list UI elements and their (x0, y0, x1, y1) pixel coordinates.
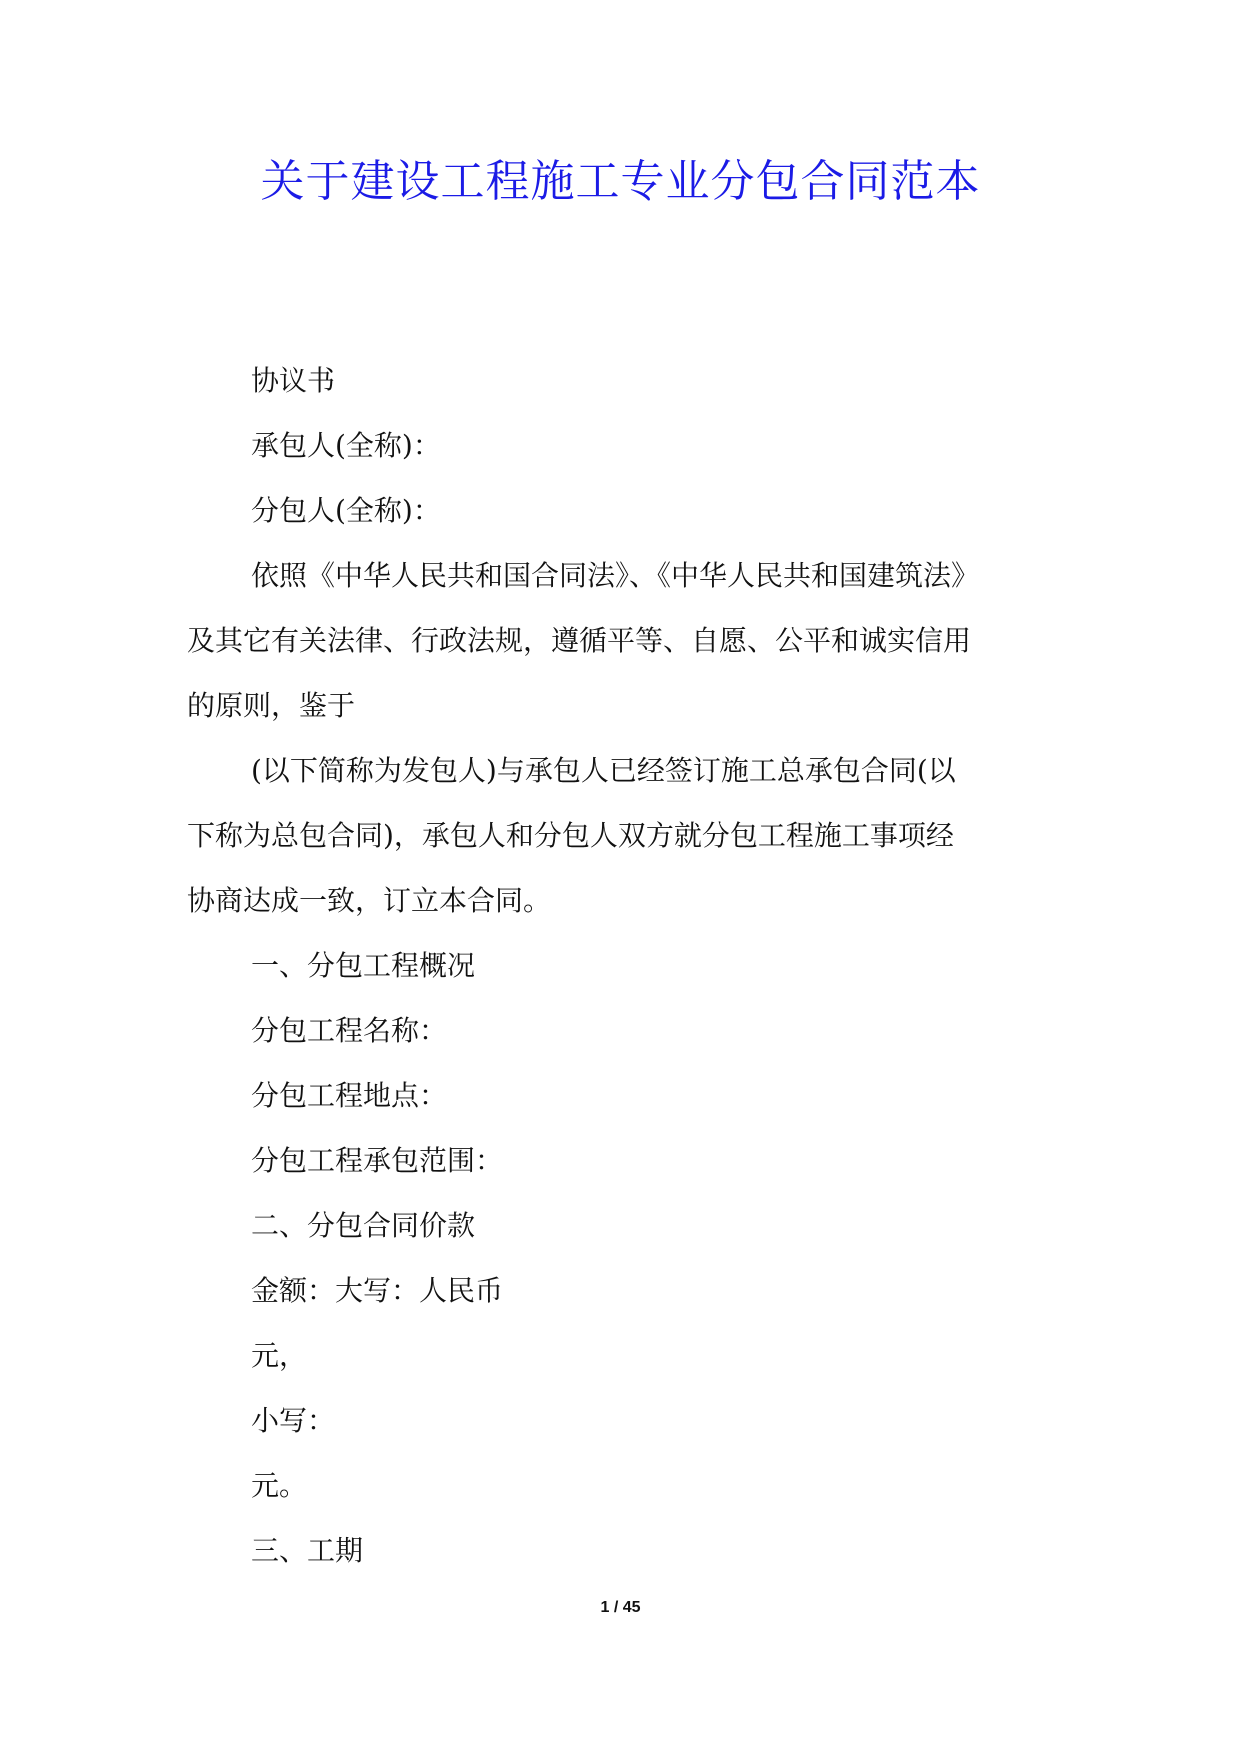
page-number: 1 / 45 (600, 1599, 641, 1616)
section-heading-price: 二、分包合同价款 (251, 1209, 476, 1242)
paragraph-heading-agreement: 协议书 (251, 364, 336, 397)
paragraph-line: 及其它有关法律、行政法规，遵循平等、自愿、公平和诚实信用 (187, 624, 972, 657)
field-project-location: 分包工程地点： (251, 1079, 448, 1112)
paragraph-line: 依照《中华人民共和国合同法》、《中华人民共和国建筑法》 (251, 559, 980, 592)
field-amount-lowercase: 小写： (251, 1404, 336, 1437)
paragraph-line: 下称为总包合同)，承包人和分包人双方就分包工程施工事项经 (187, 819, 954, 852)
document-title: 关于建设工程施工专业分包合同范本 (260, 156, 981, 207)
section-heading-duration: 三、工期 (251, 1534, 364, 1567)
field-amount-unit: 元， (251, 1339, 308, 1372)
field-project-name: 分包工程名称： (251, 1014, 448, 1047)
subcontractor-name-line: 分包人(全称)： (251, 494, 441, 527)
contractor-name-line: 承包人(全称)： (251, 429, 441, 462)
document-body (187, 348, 1057, 1583)
paragraph-line: 的原则，鉴于 (187, 689, 356, 722)
field-project-scope: 分包工程承包范围： (251, 1144, 504, 1177)
section-heading-overview: 一、分包工程概况 (251, 949, 476, 982)
paragraph-line: 协商达成一致，订立本合同。 (187, 884, 552, 917)
paragraph-line: (以下简称为发包人)与承包人已经签订施工总承包合同(以 (251, 754, 956, 787)
field-amount-uppercase: 金额：大写：人民币 (251, 1274, 504, 1307)
field-amount-unit: 元。 (251, 1469, 308, 1502)
